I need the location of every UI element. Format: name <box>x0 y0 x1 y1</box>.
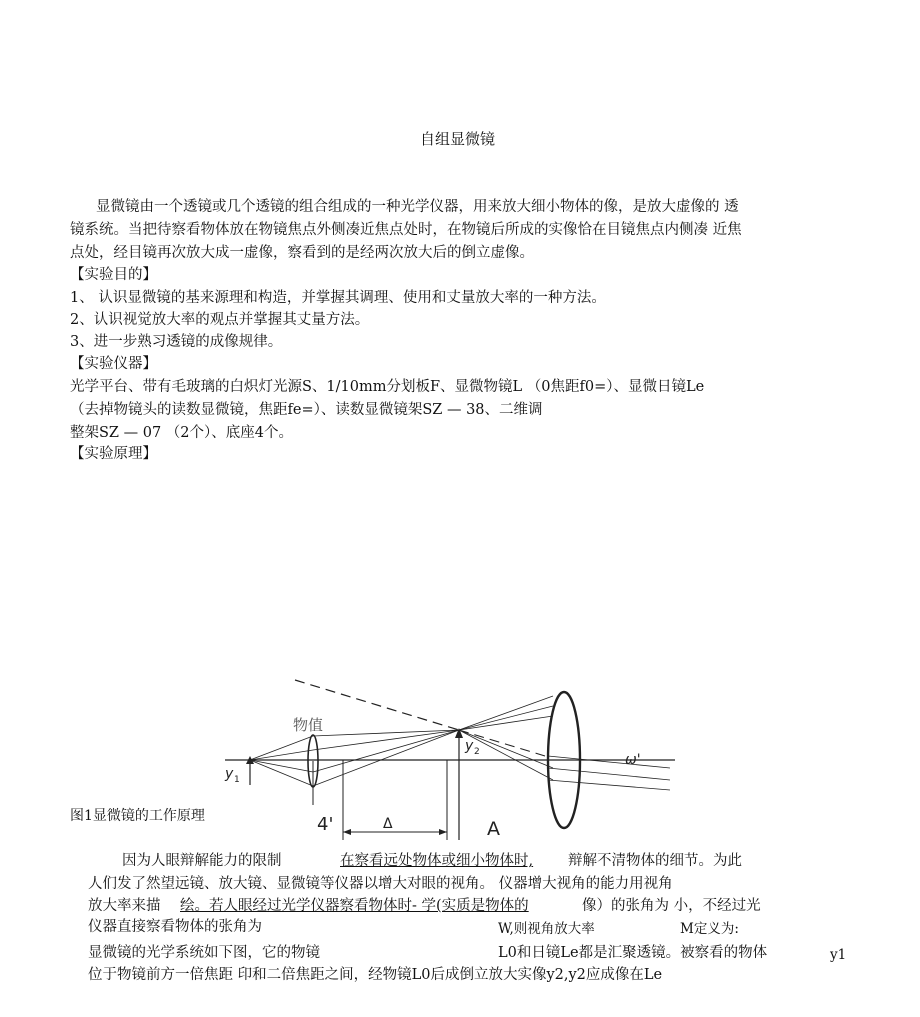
body-p4-b: W,则视角放大率 <box>498 921 595 937</box>
body-p3-c: 像）的张角为 小，不经过光 <box>582 898 761 914</box>
section-heading-purpose: 【实验目的】 <box>70 267 157 283</box>
apparatus-line-2: （去掉物镜头的读数显微镜，焦距fe=）、读数显微镜架SZ — 38、二维调 <box>70 402 543 418</box>
section-heading-principle: 【实验原理】 <box>70 446 157 462</box>
label-y1: y <box>225 766 234 782</box>
label-object: 物值 <box>293 716 324 734</box>
body-p1-a: 因为人眼辩解能力的限制 <box>122 853 282 869</box>
body-p5-c: y1 <box>830 947 847 963</box>
label-4: 4' <box>317 814 334 835</box>
figure-caption: 图1显微镜的工作原理 <box>70 808 205 824</box>
apparatus-line-3: 整架SZ — 07 （2个）、底座4个。 <box>70 425 293 441</box>
label-delta: Δ <box>383 816 393 832</box>
purpose-item-2: 2、认识视觉放大率的观点并掌握其丈量方法。 <box>70 312 370 328</box>
body-p5-b: L0和日镜Le都是汇聚透镜。被察看的物体 <box>498 945 768 961</box>
purpose-item-1: 1、 认识显微镜的基来源理和构造，并掌握其调理、使用和丈量放大率的一种方法。 <box>70 290 606 306</box>
apparatus-line-1: 光学平台、带有毛玻璃的白炽灯光源S、1/10mm分划板F、显微物镜L （0焦距f0=）、显微日镜Le <box>70 379 705 395</box>
page-title: 自组显微镜 <box>420 130 496 148</box>
intro-line-2: 镜系统。当把待察看物体放在物镜焦点外侧凑近焦点处时，在物镜后所成的实像恰在目镜焦点内侧凑 近焦 <box>70 222 742 238</box>
body-p5-a: 显微镜的光学系统如下图，它的物镜 <box>88 945 320 961</box>
label-A: A <box>487 818 500 840</box>
body-p1-b: 在察看远处物体或细小物体时, <box>340 853 534 869</box>
label-y2-sub: 2 <box>474 747 480 757</box>
intro-line-3: 点处，经目镜再次放大成一虚像，察看到的是经两次放大后的倒立虚像。 <box>70 245 534 261</box>
label-y1-sub: 1 <box>234 775 240 785</box>
body-p1-c: 辩解不清物体的细节。为此 <box>568 853 742 869</box>
body-p3-a: 放大率来描 <box>88 898 161 914</box>
label-omega: ω' <box>625 752 641 768</box>
microscope-diagram <box>215 660 675 845</box>
section-heading-apparatus: 【实验仪器】 <box>70 356 157 372</box>
intro-line-1: 显微镜由一个透镜或几个透镜的组合组成的一种光学仪器，用来放大细小物体的像，是放大虚像的 透 <box>96 199 739 215</box>
body-p2: 人们发了然望远镜、放大镜、显微镜等仪器以增大对眼的视角。 仪器增大视角的能力用视角 <box>88 876 673 892</box>
body-p4-c: M定义为: <box>680 921 739 937</box>
body-p3-b: 绘。若人眼经过光学仪器察看物体时- 学(实质是物体的 <box>180 898 529 914</box>
purpose-item-3: 3、进一步熟习透镜的成像规律。 <box>70 334 283 350</box>
body-p4-a: 仪器直接察看物体的张角为 <box>88 919 262 935</box>
body-p6: 位于物镜前方一倍焦距 印和二倍焦距之间，经物镜L0后成倒立放大实像y2,y2应成像在Le <box>88 967 663 983</box>
label-y2: y <box>465 738 474 754</box>
